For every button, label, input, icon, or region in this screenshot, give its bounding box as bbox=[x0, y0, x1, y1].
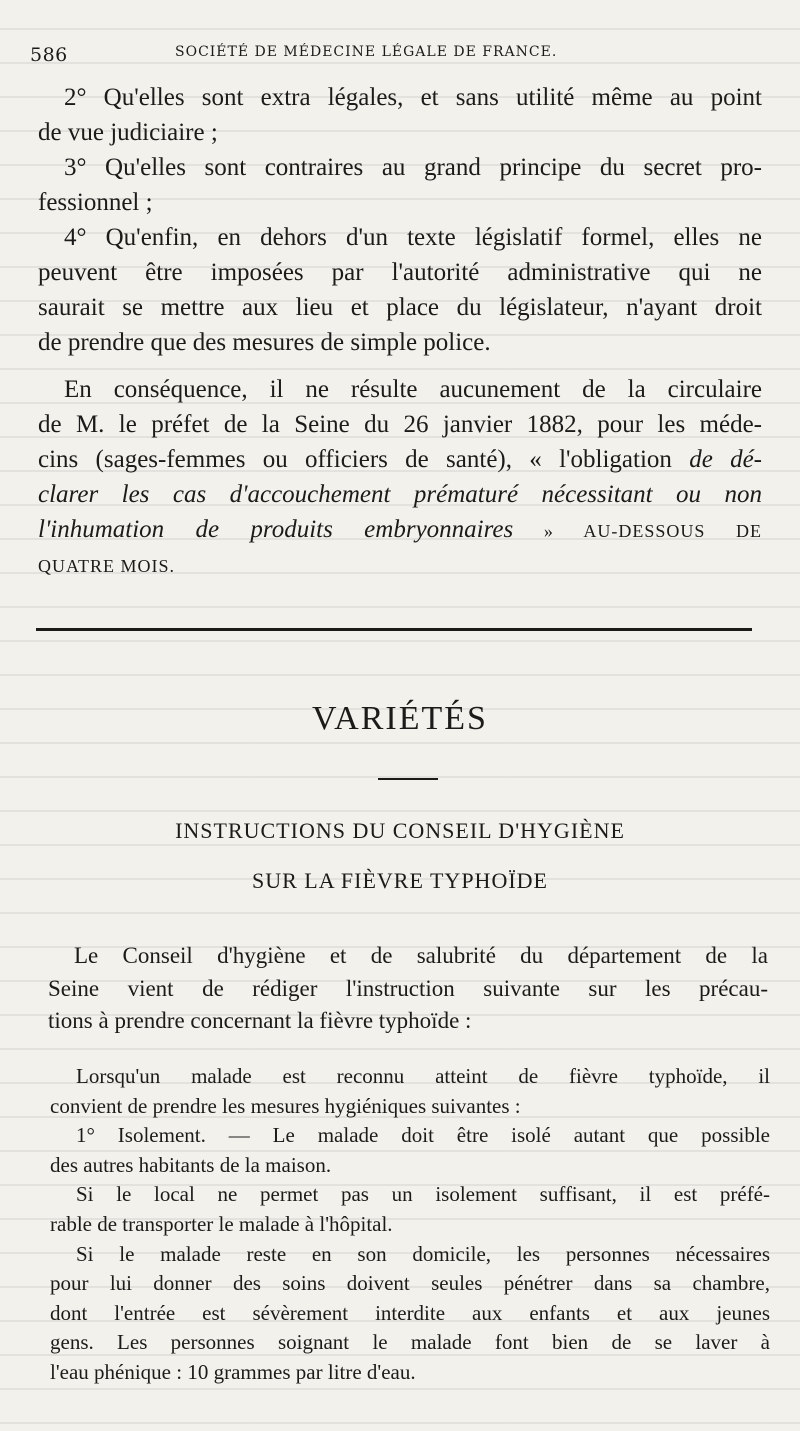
instruction-line-5: Si le local ne permet pas un isolement suffisant, il est préfé- bbox=[76, 1182, 770, 1207]
section-heading: VARIÉTÉS bbox=[312, 700, 488, 737]
page-header bbox=[30, 38, 770, 68]
conclusion-list bbox=[38, 80, 762, 360]
consequence-line-5 bbox=[38, 512, 762, 549]
conclusion-4-line-2: peuvent être imposées par l'autorité administrative qui ne bbox=[38, 259, 762, 286]
intro-line-1: Le Conseil d'hygiène et de salubrité du département de la bbox=[74, 943, 768, 968]
intro-paragraph bbox=[48, 940, 768, 1038]
consequence-paragraph bbox=[38, 372, 762, 584]
instruction-line-9: dont l'entrée est sévèrement interdite aux enfants et aux jeunes bbox=[50, 1300, 770, 1325]
instruction-line-10: gens. Les personnes soignant le malade font bien de se laver à bbox=[50, 1330, 770, 1355]
heading-underline bbox=[378, 778, 438, 780]
instruction-line-11: l'eau phénique : 10 grammes par litre d'eau. bbox=[50, 1359, 416, 1384]
instruction-line-3: 1° Isolement. — Le malade doit être isolé autant que possible bbox=[76, 1123, 770, 1148]
intro-line-3: tions à prendre concernant la fièvre typhoïde : bbox=[48, 1008, 472, 1033]
consequence-line-5-italic: l'inhumation de produits embryonnaires bbox=[38, 516, 514, 543]
consequence-line-3 bbox=[38, 442, 762, 477]
conclusion-4-line-4: de prendre que des mesures de simple police. bbox=[38, 329, 491, 356]
page-number: 586 bbox=[30, 44, 68, 66]
conclusion-4-line-3: saurait se mettre aux lieu et place du législateur, n'ayant droit bbox=[38, 294, 762, 321]
consequence-line-1: En conséquence, il ne résulte aucunement de la circulaire bbox=[64, 376, 762, 403]
consequence-line-4-italic: clarer les cas d'accouchement prématuré nécessitant ou non bbox=[38, 481, 762, 508]
instructions-text bbox=[50, 1062, 770, 1388]
consequence-line-3-roman: cins (sages-femmes ou officiers de santé), « l'obligation bbox=[38, 446, 690, 473]
consequence-line-5-caps: » AU-DESSOUS DE bbox=[513, 521, 762, 541]
intro-line-2: Seine vient de rédiger l'instruction suivante sur les précau- bbox=[48, 975, 768, 1001]
conclusion-4-line-1: 4° Qu'enfin, en dehors d'un texte législatif formel, elles ne bbox=[64, 224, 762, 251]
subheading-line-1: INSTRUCTIONS DU CONSEIL D'HYGIÈNE bbox=[175, 818, 625, 843]
instruction-line-4: des autres habitants de la maison. bbox=[50, 1152, 332, 1177]
instruction-line-1: Lorsqu'un malade est reconnu atteint de fièvre typhoïde, il bbox=[76, 1064, 770, 1088]
section-divider bbox=[36, 628, 752, 631]
running-title: SOCIÉTÉ DE MÉDECINE LÉGALE DE FRANCE. bbox=[175, 44, 558, 60]
instruction-line-6: rable de transporter le malade à l'hôpital. bbox=[50, 1211, 393, 1236]
conclusion-2-line-2: de vue judiciaire ; bbox=[38, 119, 218, 146]
subheading-line-2: SUR LA FIÈVRE TYPHOÏDE bbox=[251, 868, 548, 893]
conclusion-2-line-1: 2° Qu'elles sont extra légales, et sans utilité même au point bbox=[64, 84, 762, 111]
consequence-line-3-italic: de dé- bbox=[689, 446, 762, 473]
consequence-line-2: de M. le préfet de la Seine du 26 janvier 1882, pour les méde- bbox=[38, 411, 762, 438]
instruction-line-8: pour lui donner des soins doivent seules pénétrer dans sa chambre, bbox=[50, 1271, 770, 1296]
consequence-line-4 bbox=[38, 477, 762, 512]
consequence-line-6: QUATRE MOIS. bbox=[38, 556, 176, 576]
conclusion-3-line-2: fessionnel ; bbox=[38, 189, 153, 216]
instruction-line-7: Si le malade reste en son domicile, les personnes nécessaires bbox=[76, 1241, 770, 1266]
instruction-line-2: convient de prendre les mesures hygiéniques suivantes : bbox=[50, 1093, 521, 1118]
conclusion-3-line-1: 3° Qu'elles sont contraires au grand principe du secret pro- bbox=[64, 154, 762, 181]
